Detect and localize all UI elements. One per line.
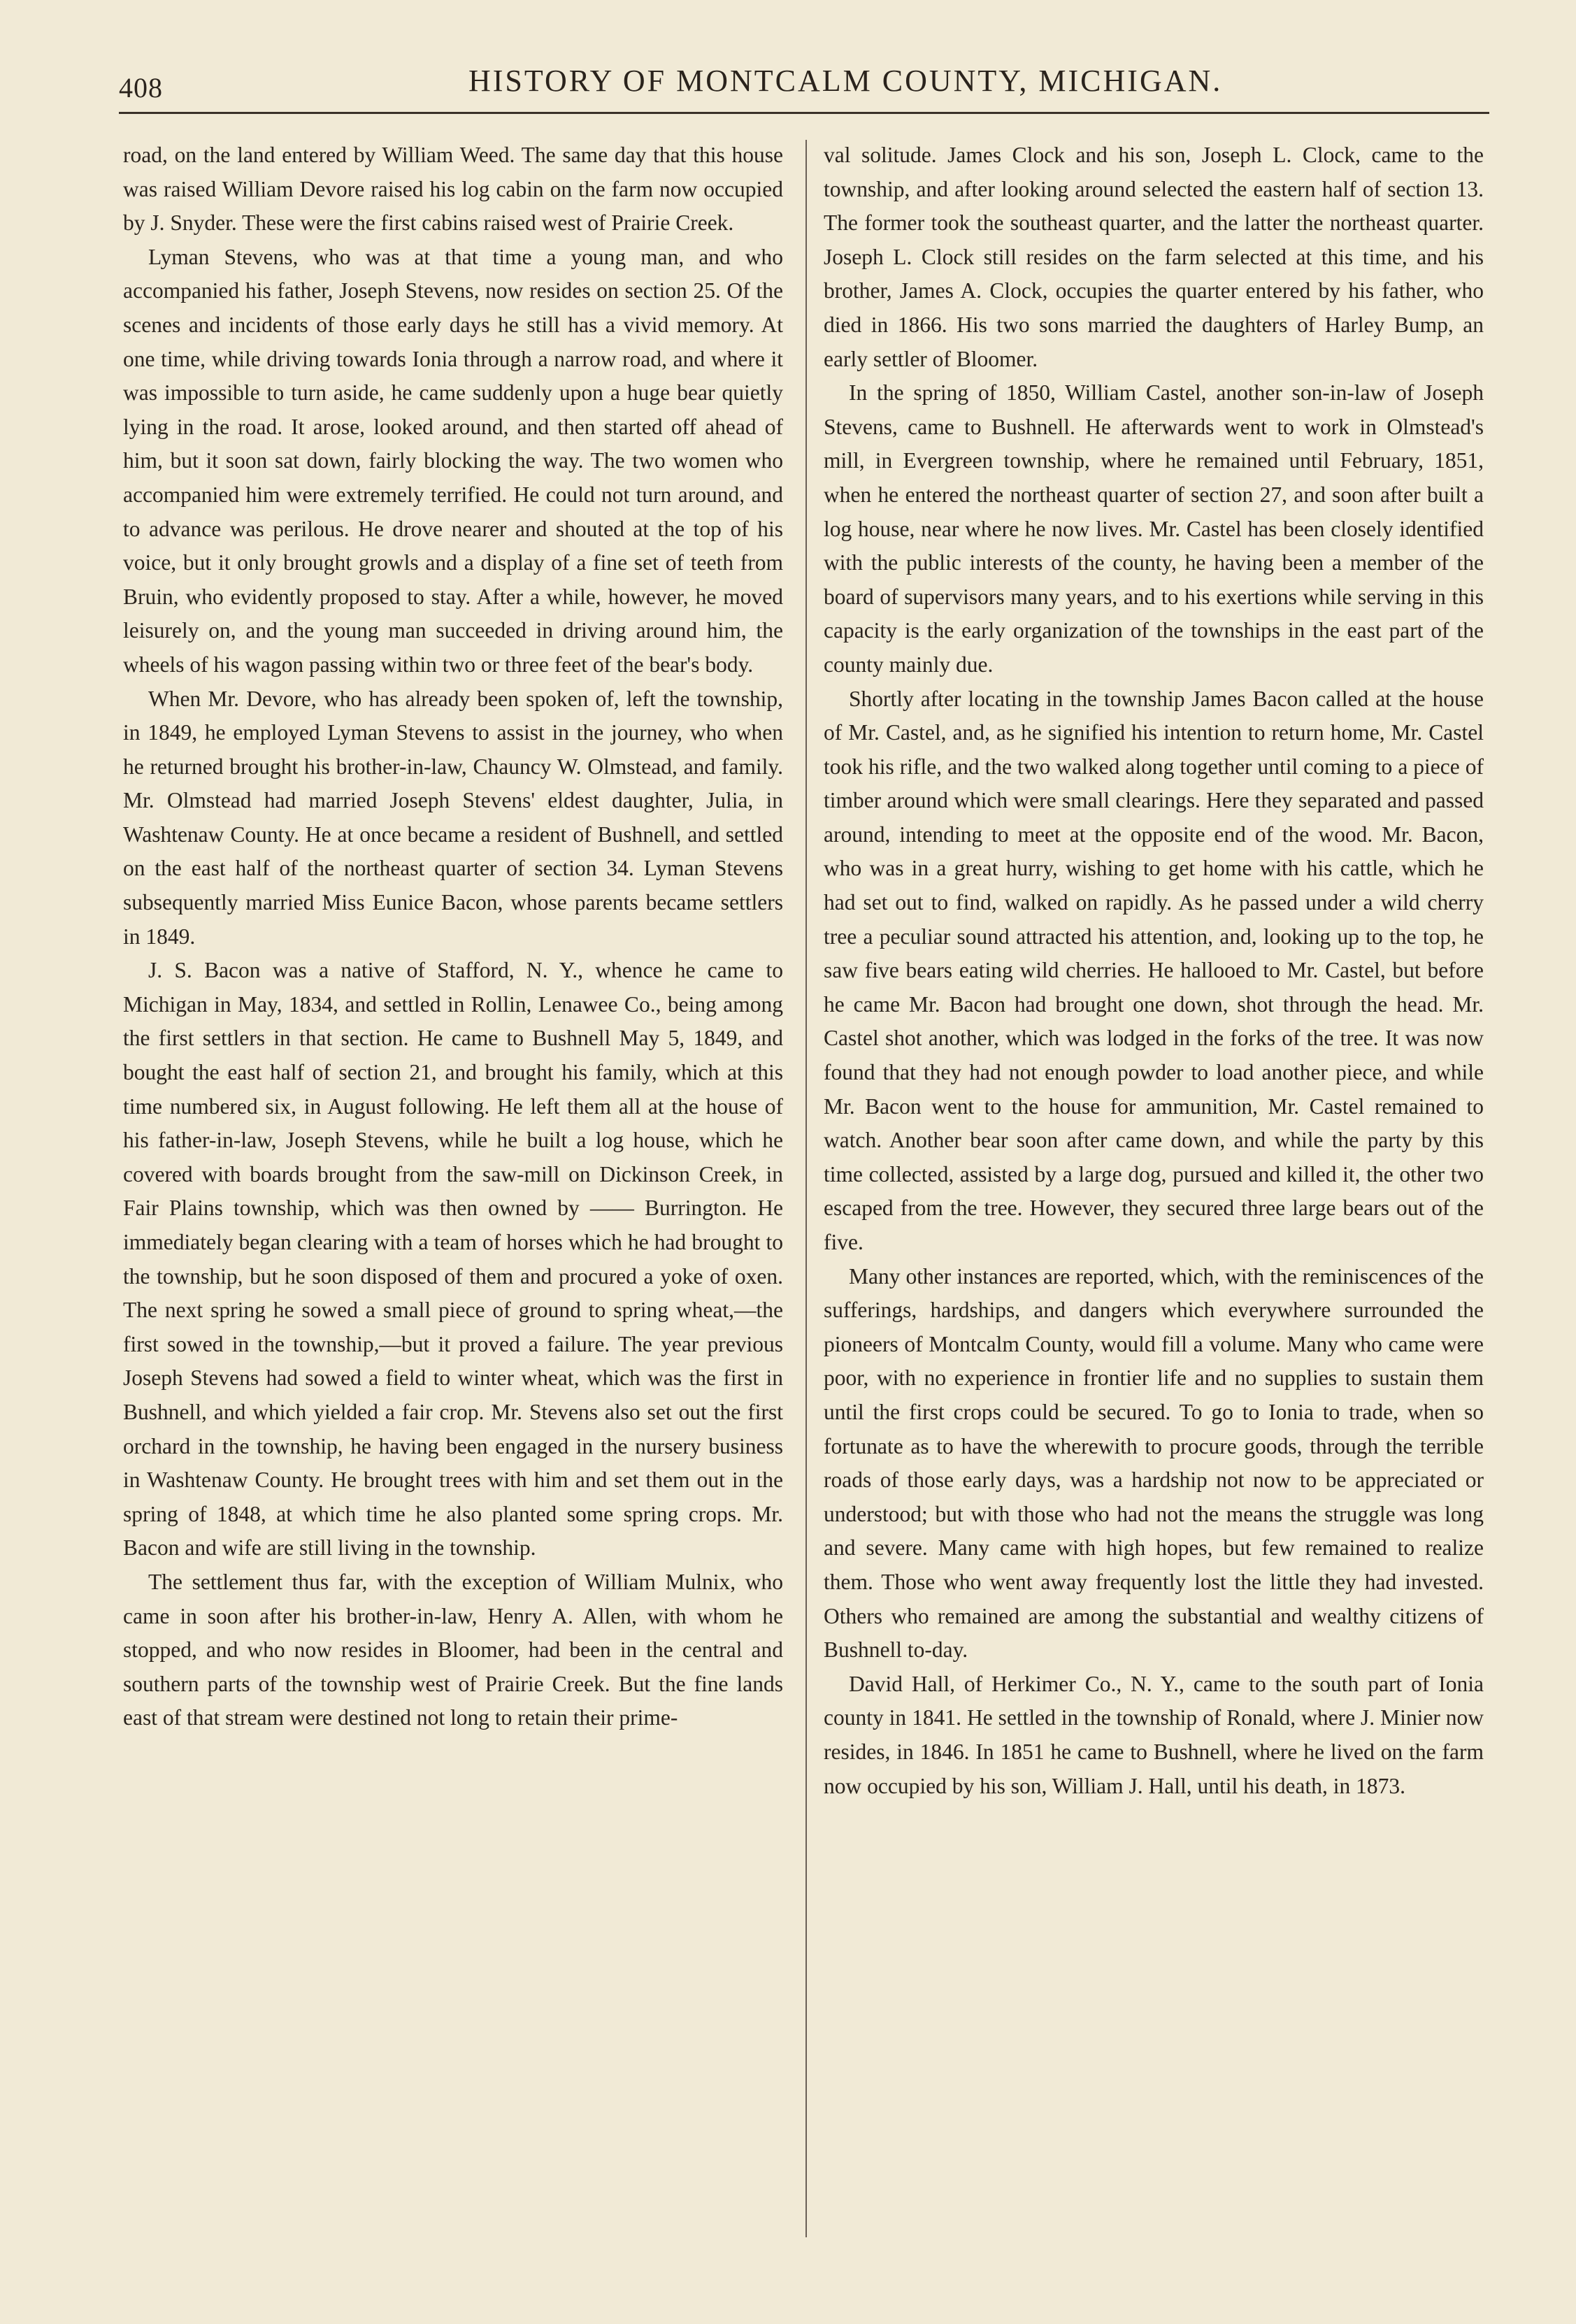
column-divider [805, 140, 807, 2237]
paragraph: Lyman Stevens, who was at that time a young man, and who accompanied his father, Joseph Stevens, now resides on section 25. Of the scenes and incidents of those early days he still has a vivid memory. At one time, while driving towards Ionia through a narrow road, and where it was impossible to turn aside, he came suddenly upon a huge bear quietly lying in the road. It arose, looked around, and then started off ahead of him, but it soon sat down, fairly blocking the way. The two women who accompanied him were extremely terrified. He could not turn around, and to advance was perilous. He drove nearer and shouted at the top of his voice, but it only brought growls and a display of a fine set of teeth from Bruin, who evidently proposed to stay. After a while, however, he moved leisurely on, and the young man succeeded in driving around him, the wheels of his wagon passing within two or three feet of the bear's body. [123, 244, 783, 677]
left-column [123, 138, 783, 2243]
page-header [119, 62, 1489, 103]
right-column [824, 138, 1484, 2243]
paragraph: val solitude. James Clock and his son, Joseph L. Clock, came to the township, and after looking around selected the eastern half of section 13. The former took the southeast quarter, and the latter the northeast quarter. Joseph L. Clock still resides on the farm selected at this time, and his brother, James A. Clock, occupies the quarter entered by his father, who died in 1866. His two sons married the daughters of Harley Bump, an early settler of Bloomer. [824, 143, 1484, 371]
paragraph: Many other instances are reported, which, with the reminiscences of the sufferings, hardships, and dangers which everywhere surrounded the pioneers of Montcalm County, would fill a volume. Many who came were poor, with no experience in frontier life and no supplies to sustain them until the first crops could be secured. To go to Ionia to trade, when so fortunate as to have the wherewith to procure goods, through the terrible roads of those early days, was a hardship not now to be appreciated or understood; but with those who had not the means the struggle was long and severe. Many came with high hopes, but few remained to realize them. Those who went away frequently lost the little they had invested. Others who remained are among the substantial and wealthy citizens of Bushnell to-day. [824, 1263, 1484, 1663]
running-head: HISTORY OF MONTCALM COUNTY, MICHIGAN. [468, 64, 1223, 98]
page-number: 408 [119, 72, 163, 103]
paragraph: Shortly after locating in the township James Bacon called at the house of Mr. Castel, and, as he signified his intention to return home, Mr. Castel took his rifle, and the two walked along together until coming to a piece of timber around which were small clearings. Here they separated and passed around, intending to meet at the opposite end of the wood. Mr. Bacon, who was in a great hurry, wishing to get home with his cattle, which he had set out to find, walked on rapidly. As he passed under a wild cherry tree a peculiar sound attracted his attention, and, looking up to the top, he saw five bears eating wild cherries. He hallooed to Mr. Castel, but before he came Mr. Bacon had brought one down, shot through the head. Mr. Castel shot another, which was lodged in the forks of the tree. It was now found that they had not enough powder to load another piece, and while Mr. Bacon went to the house for ammunition, Mr. Castel remained to watch. Another bear soon after came down, and while the party by this time collected, assisted by a large dog, pursued and killed it, the other two escaped from the tree. However, they secured three large bears out of the five. [824, 686, 1484, 1254]
paragraph: When Mr. Devore, who has already been spoken of, left the township, in 1849, he employed Lyman Stevens to assist in the journey, who when he returned brought his brother-in-law, Chauncy W. Olmstead, and family. Mr. Olmstead had married Joseph Stevens' eldest daughter, Julia, in Washtenaw County. He at once became a resident of Bushnell, and settled on the east half of the northeast quarter of section 34. Lyman Stevens subsequently married Miss Eunice Bacon, whose parents became settlers in 1849. [123, 686, 783, 949]
paragraph: J. S. Bacon was a native of Stafford, N. Y., whence he came to Michigan in May, 1834, and settled in Rollin, Lenawee Co., being among the first settlers in that section. He came to Bushnell May 5, 1849, and bought the east half of section 21, and brought his family, which at this time numbered six, in August following. He left them all at the house of his father-in-law, Joseph Stevens, while he built a log house, which he covered with boards brought from the saw-mill on Dickinson Creek, in Fair Plains township, which was then owned by —— Burrington. He immediately began clearing with a team of horses which he had brought to the township, but he soon disposed of them and procured a yoke of oxen. The next spring he sowed a small piece of ground to spring wheat,—the first sowed in the township,—but it proved a failure. The year previous Joseph Stevens had sowed a field to winter wheat, which was the first in Bushnell, and which yielded a fair crop. Mr. Stevens also set out the first orchard in the township, he having been engaged in the nursery business in Washtenaw County. He brought trees with him and set them out in the spring of 1848, at which time he also planted some spring crops. Mr. Bacon and wife are still living in the township. [123, 958, 783, 1561]
paragraph: In the spring of 1850, William Castel, another son-in-law of Joseph Stevens, came to Bushnell. He afterwards went to work in Olmstead's mill, in Evergreen township, where he remained until February, 1851, when he entered the northeast quarter of section 27, and soon after built a log house, near where he now lives. Mr. Castel has been closely identified with the public interests of the county, he having been a member of the board of supervisors many years, and to his exertions while serving in this capacity is the early organization of the townships in the east part of the county mainly due. [824, 380, 1484, 677]
header-rule [119, 112, 1489, 114]
paragraph: road, on the land entered by William Weed. The same day that this house was raised William Devore raised his log cabin on the farm now occupied by J. Snyder. These were the first cabins raised west of Prairie Creek. [123, 143, 783, 236]
paragraph: David Hall, of Herkimer Co., N. Y., came to the south part of Ionia county in 1841. He settled in the township of Ronald, where J. Minier now resides, in 1846. In 1851 he came to Bushnell, where he lived on the farm now occupied by his son, William J. Hall, until his death, in 1873. [824, 1671, 1484, 1798]
paragraph: The settlement thus far, with the exception of William Mulnix, who came in soon after his brother-in-law, Henry A. Allen, with whom he stopped, and who now resides in Bloomer, had been in the central and southern parts of the township west of Prairie Creek. But the fine lands east of that stream were destined not long to retain their prime- [123, 1569, 783, 1730]
